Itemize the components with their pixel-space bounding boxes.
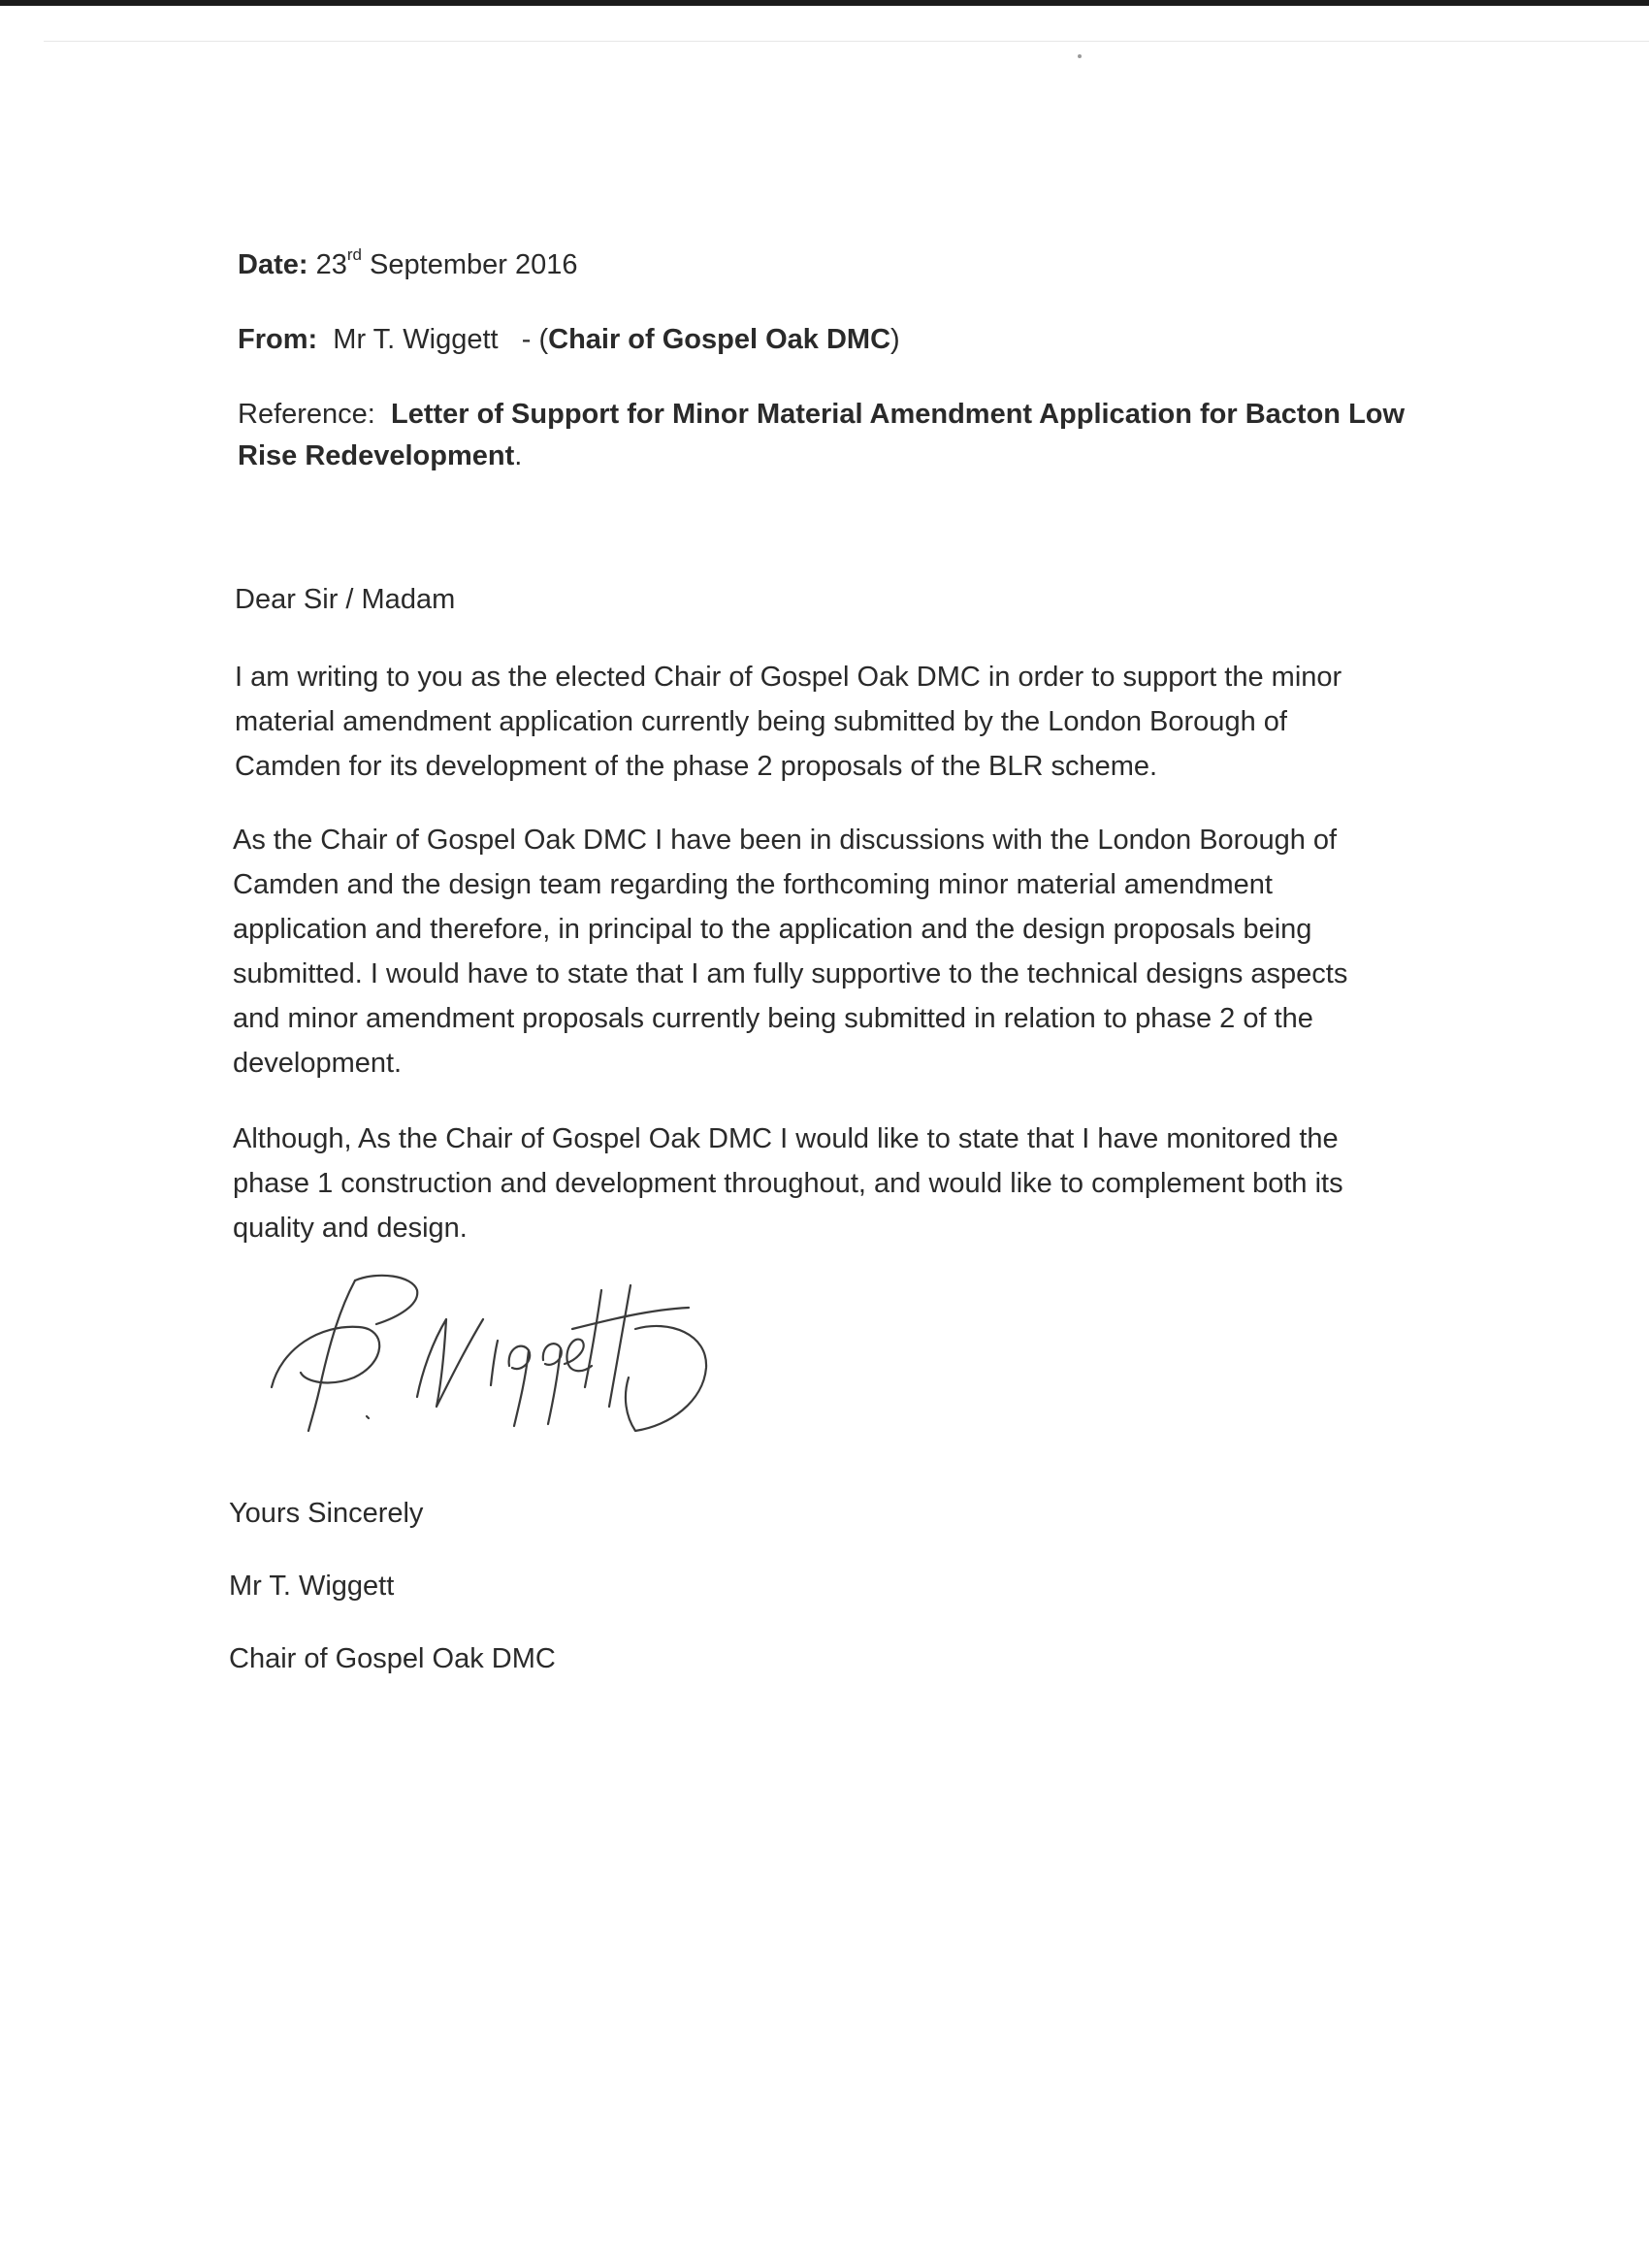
date-line xyxy=(238,243,577,287)
paragraph-1-line-1: I am writing to you as the elected Chair of Gospel Oak DMC in order to support the minor xyxy=(235,662,1342,693)
paragraph-2-line-6: development. xyxy=(233,1048,403,1079)
reference-line-2 xyxy=(238,434,522,478)
from-line xyxy=(238,317,900,362)
paragraph-2-line-2: Camden and the design team regarding the forthcoming minor material amendment xyxy=(233,869,1273,900)
reference-end: . xyxy=(514,440,523,471)
signatory-name: Mr T. Wiggett xyxy=(229,1571,395,1602)
from-name: Mr T. Wiggett xyxy=(333,324,499,355)
date-label: Date: xyxy=(238,249,308,280)
handwritten-signature xyxy=(262,1271,786,1445)
from-label: From: xyxy=(238,324,318,355)
paragraph-2-line-4: submitted. I would have to state that I am fully supportive to the technical designs aspects xyxy=(233,958,1348,989)
salutation: Dear Sir / Madam xyxy=(235,584,456,615)
reference-line-1 xyxy=(238,392,1405,437)
paragraph-1-line-2: material amendment application currently being submitted by the London Borough of xyxy=(235,706,1287,737)
paragraph-2-line-3: application and therefore, in principal to the application and the design proposals being xyxy=(233,914,1312,945)
reference-label: Reference: xyxy=(238,399,375,430)
paragraph-3-line-3: quality and design. xyxy=(233,1213,468,1244)
paragraph-1-line-3: Camden for its development of the phase 2 proposals of the BLR scheme. xyxy=(235,751,1158,782)
paragraph-3-line-2: phase 1 construction and development throughout, and would like to complement both its xyxy=(233,1168,1343,1199)
reference-title-1: Letter of Support for Minor Material Amendment Application for Bacton Low xyxy=(390,399,1406,430)
reference-title-2: Rise Redevelopment xyxy=(238,440,515,471)
paragraph-3-line-1: Although, As the Chair of Gospel Oak DMC I would like to state that I have monitored the xyxy=(233,1123,1339,1154)
date-rest: September 2016 xyxy=(370,249,578,280)
date-suffix: rd xyxy=(346,245,362,265)
from-separator: - ( xyxy=(521,324,549,355)
from-role: Chair of Gospel Oak DMC xyxy=(548,324,891,355)
paragraph-2-line-1: As the Chair of Gospel Oak DMC I have been in discussions with the London Borough of xyxy=(233,825,1338,856)
paragraph-2-line-5: and minor amendment proposals currently being submitted in relation to phase 2 of the xyxy=(233,1003,1313,1034)
signatory-title: Chair of Gospel Oak DMC xyxy=(229,1643,556,1674)
sign-off: Yours Sincerely xyxy=(229,1498,424,1529)
date-day: 23 xyxy=(315,249,347,280)
from-close: ) xyxy=(890,324,900,355)
